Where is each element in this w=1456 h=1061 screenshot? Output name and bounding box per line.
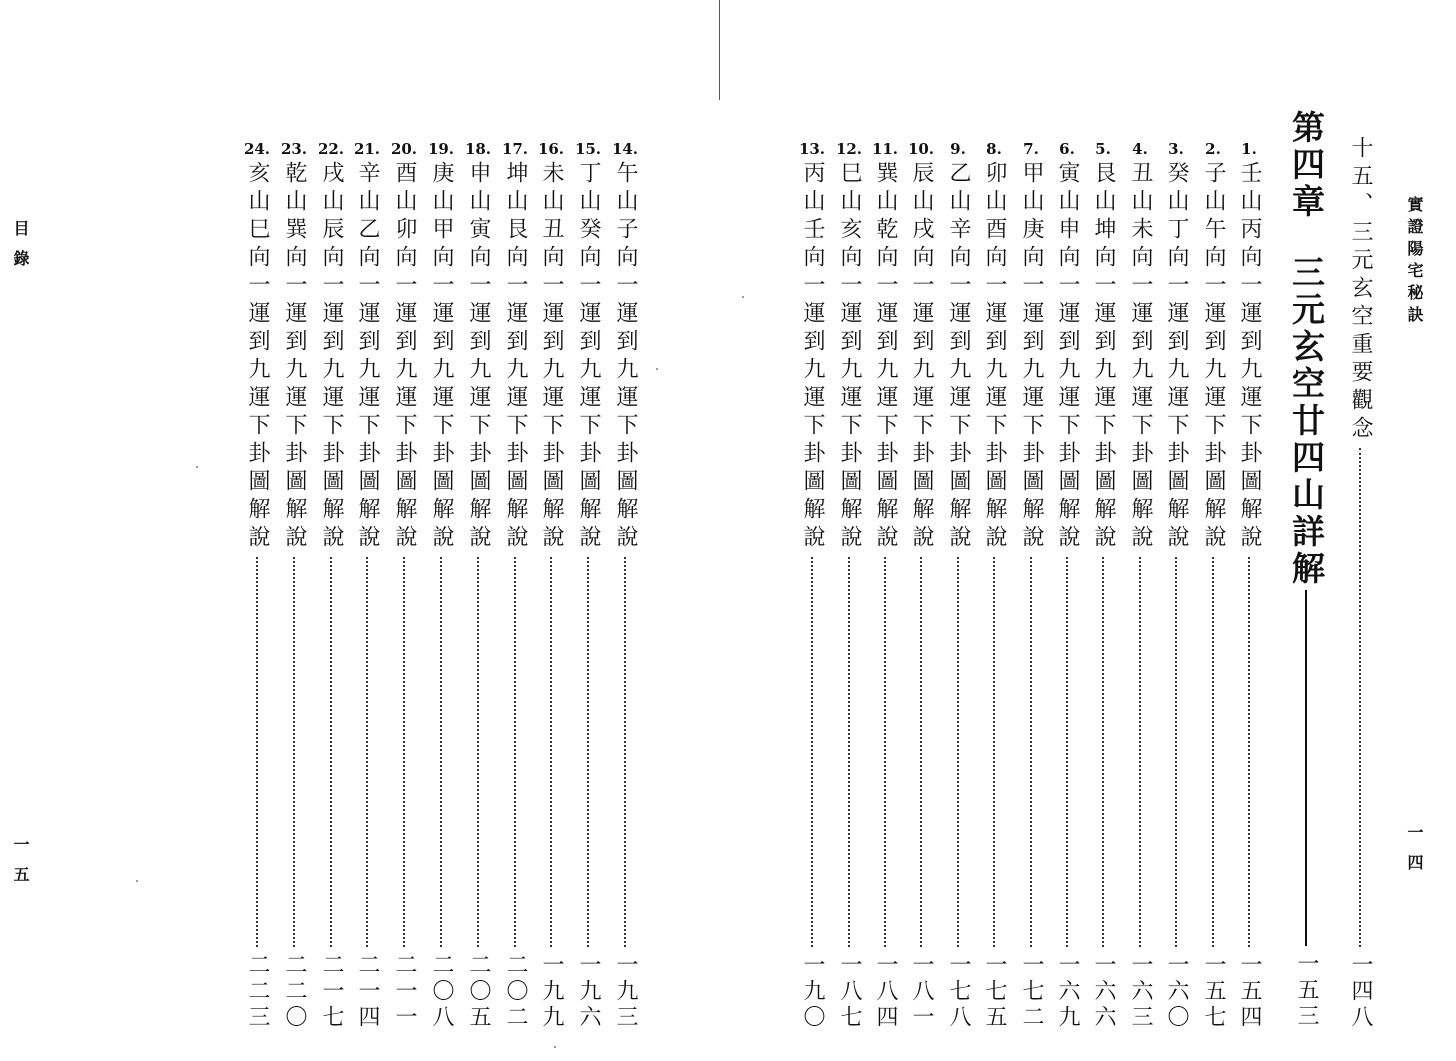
- toc-entry-number: 10.: [907, 140, 935, 158]
- toc-entry-number: 11.: [871, 140, 899, 158]
- dot-leader: [330, 557, 332, 947]
- toc-entry-page: 一六九: [1055, 953, 1080, 1031]
- dot-leader: [624, 557, 626, 947]
- toc-entry: [463, 141, 493, 1031]
- scan-speck: [742, 296, 744, 298]
- toc-entry-number: 14.: [611, 140, 639, 158]
- dot-leader: [550, 557, 552, 947]
- chapter-label: 第四章: [1287, 110, 1326, 221]
- toc-entry: [500, 141, 530, 1031]
- toc-entry-page: 一六六: [1091, 953, 1116, 1031]
- toc-entry-page: 一八一: [909, 953, 934, 1031]
- toc-entry-title: 巳山亥向一運到九運下卦圖解說: [837, 161, 862, 553]
- toc-entry-page: 一四八: [1348, 953, 1373, 1031]
- toc-entry: [1016, 141, 1046, 1031]
- dot-leader: [1139, 557, 1141, 947]
- toc-entry-number: 24.: [243, 140, 271, 158]
- toc-entry-page: 一九六: [576, 953, 601, 1031]
- toc-entry: [1125, 141, 1155, 1031]
- toc-entry-number: 4.: [1132, 140, 1148, 158]
- dot-leader: [884, 557, 886, 947]
- right-page-number: 一四: [1405, 824, 1424, 884]
- toc-entry-page: 一七二: [1019, 953, 1044, 1031]
- toc-entry-title: 亥山巳向一運到九運下卦圖解說: [245, 161, 270, 553]
- toc-entry-title: 辛山乙向一運到九運下卦圖解說: [355, 161, 380, 553]
- toc-entry-number: 18.: [464, 140, 492, 158]
- toc-entry: [389, 141, 419, 1031]
- toc-entry-title: 丑山未向一運到九運下卦圖解說: [1128, 161, 1153, 553]
- toc-entry: [242, 141, 272, 1031]
- toc-entry-page: 二一一: [392, 953, 417, 1031]
- scan-speck: [196, 466, 198, 468]
- toc-entry: [1088, 141, 1118, 1031]
- toc-entry-page: 二一四: [355, 953, 380, 1031]
- toc-entry-page: 一六三: [1128, 953, 1153, 1031]
- toc-entry-number: 5.: [1095, 140, 1111, 158]
- toc-entry-page: 二二〇: [282, 953, 307, 1031]
- toc-entry: [279, 141, 309, 1031]
- dot-leader: [1359, 448, 1361, 947]
- toc-entry-number: 13.: [798, 140, 826, 158]
- book-title: 實證陽宅秘訣: [1405, 196, 1424, 328]
- dot-leader: [1102, 557, 1104, 947]
- scan-speck: [136, 880, 138, 882]
- toc-entry-title: 乙山辛向一運到九運下卦圖解說: [946, 161, 971, 553]
- scan-speck: [554, 1046, 556, 1048]
- toc-entry-page: 二〇八: [429, 953, 454, 1031]
- toc-entry-title: 未山丑向一運到九運下卦圖解說: [539, 161, 564, 553]
- toc-entry-title: 壬山丙向一運到九運下卦圖解說: [1237, 161, 1262, 553]
- toc-entry-title: 甲山庚向一運到九運下卦圖解說: [1019, 161, 1044, 553]
- toc-entry-title: 卯山酉向一運到九運下卦圖解說: [982, 161, 1007, 553]
- toc-entry-number: 23.: [280, 140, 308, 158]
- toc-entry: [1161, 141, 1191, 1031]
- toc-entry-page: 一九三: [613, 953, 638, 1031]
- toc-entry: [1052, 141, 1082, 1031]
- toc-entry-number: 2.: [1205, 140, 1221, 158]
- toc-entry-number: 16.: [537, 140, 565, 158]
- toc-entry-title: 乾山巽向一運到九運下卦圖解說: [282, 161, 307, 553]
- chapter-page: 一五三: [1294, 952, 1319, 1030]
- toc-entry-page: 一六〇: [1164, 953, 1189, 1031]
- toc-entry-number: 17.: [501, 140, 529, 158]
- toc-entry-number: 6.: [1059, 140, 1075, 158]
- toc-entry-number: 1.: [1241, 140, 1257, 158]
- toc-entry-number: 15.: [574, 140, 602, 158]
- page-fold: [719, 0, 720, 100]
- toc-entry: [573, 141, 603, 1031]
- left-page-number: 一五: [11, 836, 30, 896]
- scan-speck: [656, 368, 658, 370]
- dot-leader: [293, 557, 295, 947]
- dot-leader: [957, 557, 959, 947]
- dot-leader: [403, 557, 405, 947]
- toc-entry-page: 二一七: [319, 953, 344, 1031]
- section-label: 目錄: [11, 220, 30, 280]
- dot-leader: [366, 557, 368, 947]
- chapter-title: 三元玄空廿四山詳解: [1287, 255, 1326, 588]
- chapter-rule: [1305, 590, 1307, 946]
- dot-leader: [1212, 557, 1214, 947]
- dot-leader: [256, 557, 258, 947]
- toc-entry-number: 19.: [427, 140, 455, 158]
- toc-entry-number: 22.: [317, 140, 345, 158]
- toc-entry-number: 7.: [1023, 140, 1039, 158]
- dot-leader: [920, 557, 922, 947]
- toc-entry-title: 申山寅向一運到九運下卦圖解說: [466, 161, 491, 553]
- toc-entry: [536, 141, 566, 1031]
- toc-entry-page: 一七八: [946, 953, 971, 1031]
- toc-entry-title: 坤山艮向一運到九運下卦圖解說: [503, 161, 528, 553]
- toc-entry-title: 子山午向一運到九運下卦圖解說: [1201, 161, 1226, 553]
- toc-entry-page: 二〇五: [466, 953, 491, 1031]
- toc-entry-title: 艮山坤向一運到九運下卦圖解說: [1091, 161, 1116, 553]
- toc-entry-number: 9.: [950, 140, 966, 158]
- toc-entry-number: 8.: [986, 140, 1002, 158]
- toc-entry-page: 一八七: [837, 953, 862, 1031]
- dot-leader: [514, 557, 516, 947]
- toc-entry-page: 一七五: [982, 953, 1007, 1031]
- dot-leader: [811, 557, 813, 947]
- dot-leader: [848, 557, 850, 947]
- chapter-heading: [1284, 110, 1328, 1030]
- dot-leader: [993, 557, 995, 947]
- toc-entry-title: 辰山戌向一運到九運下卦圖解說: [909, 161, 934, 553]
- toc-entry-title: 巽山乾向一運到九運下卦圖解說: [873, 161, 898, 553]
- toc-entry-page: 一九〇: [800, 953, 825, 1031]
- dot-leader: [1248, 557, 1250, 947]
- toc-entry-page: 一五四: [1237, 953, 1262, 1031]
- toc-entry-number: 3.: [1168, 140, 1184, 158]
- dot-leader: [587, 557, 589, 947]
- toc-entry-title: 酉山卯向一運到九運下卦圖解說: [392, 161, 417, 553]
- toc-entry: [906, 141, 936, 1031]
- toc-entry: [797, 141, 827, 1031]
- dot-leader: [1030, 557, 1032, 947]
- toc-entry-number: 12.: [835, 140, 863, 158]
- toc-entry: [1198, 141, 1228, 1031]
- toc-entry: [943, 141, 973, 1031]
- toc-entry: [426, 141, 456, 1031]
- toc-entry-title: 丙山壬向一運到九運下卦圖解說: [800, 161, 825, 553]
- dot-leader: [1066, 557, 1068, 947]
- toc-entry-page: 一五七: [1201, 953, 1226, 1031]
- toc-entry-number: 21.: [353, 140, 381, 158]
- toc-entry-page: 二二三: [245, 953, 270, 1031]
- toc-section-entry: [1345, 136, 1375, 1031]
- toc-entry: [610, 141, 640, 1031]
- toc-entry-page: 一八四: [873, 953, 898, 1031]
- toc-entry: [979, 141, 1009, 1031]
- dot-leader: [440, 557, 442, 947]
- toc-entry-title: 午山子向一運到九運下卦圖解說: [613, 161, 638, 553]
- toc-entry-title: 癸山丁向一運到九運下卦圖解說: [1164, 161, 1189, 553]
- dot-leader: [1175, 557, 1177, 947]
- toc-entry-title: 戌山辰向一運到九運下卦圖解說: [319, 161, 344, 553]
- dot-leader: [477, 557, 479, 947]
- toc-entry-title: 庚山甲向一運到九運下卦圖解說: [429, 161, 454, 553]
- toc-entry-page: 二〇二: [503, 953, 528, 1031]
- toc-entry-title: 十五、三元玄空重要觀念: [1348, 136, 1373, 444]
- toc-entry-title: 寅山申向一運到九運下卦圖解說: [1055, 161, 1080, 553]
- toc-entry: [316, 141, 346, 1031]
- toc-entry-page: 一九九: [539, 953, 564, 1031]
- toc-entry: [352, 141, 382, 1031]
- toc-entry: [870, 141, 900, 1031]
- toc-entry-number: 20.: [390, 140, 418, 158]
- toc-entry: [834, 141, 864, 1031]
- toc-entry-title: 丁山癸向一運到九運下卦圖解說: [576, 161, 601, 553]
- toc-entry: [1234, 141, 1264, 1031]
